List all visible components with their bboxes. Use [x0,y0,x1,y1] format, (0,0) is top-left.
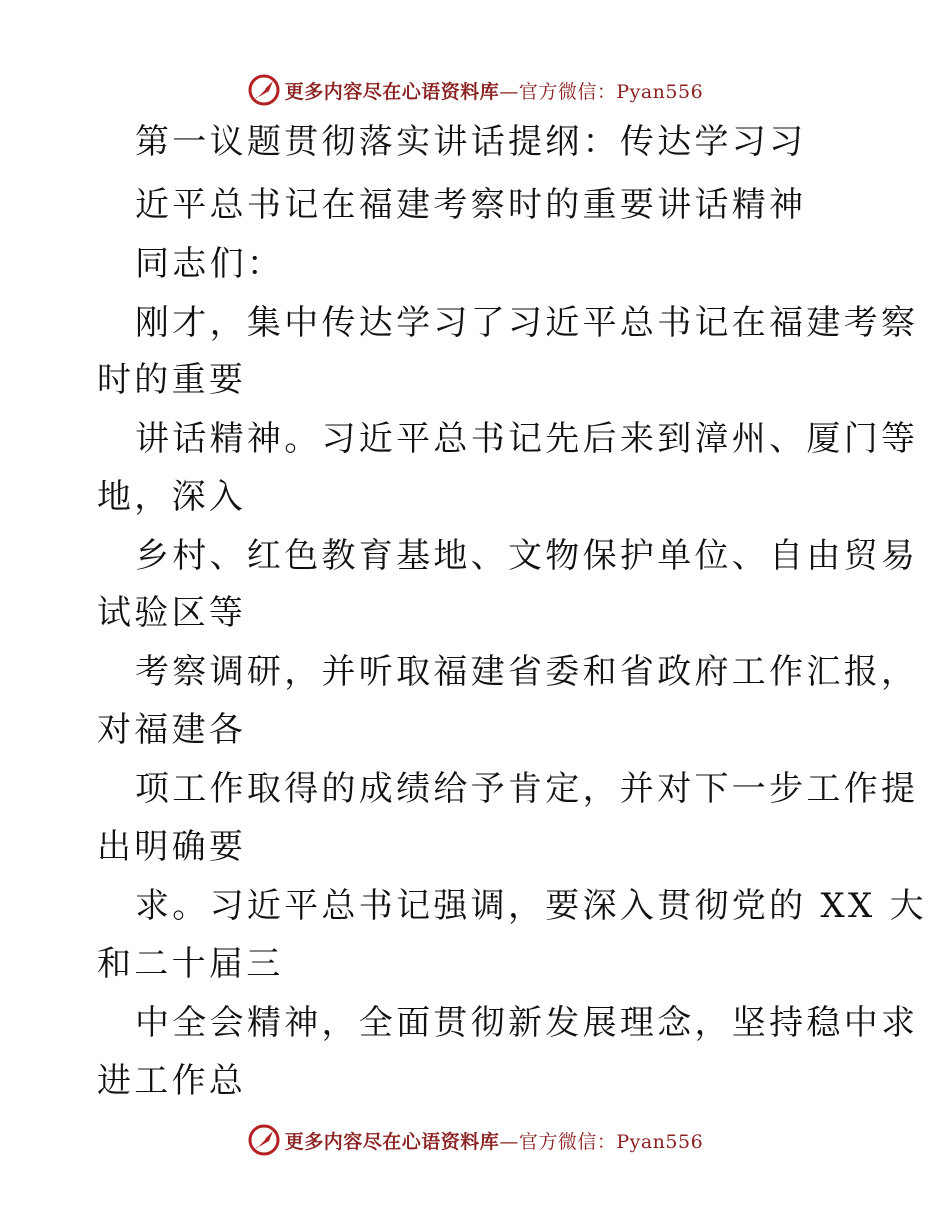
watermark-text [285,1127,703,1154]
paragraph-line: 对福建各 [97,710,247,750]
watermark-brand: 更多内容尽在心语资料库 [284,80,500,103]
watermark-dash: — [499,80,519,103]
paragraph-line: 进工作总 [97,1061,247,1101]
paragraph-line: 出明确要 [97,827,247,867]
watermark-text [285,77,703,104]
paragraph-line: 乡村、红色教育基地、文物保护单位、自由贸易 [135,536,919,576]
title-line-2: 近平总书记在福建考察时的重要讲话精神 [135,185,807,225]
footer-watermark [0,1120,950,1160]
watermark-wechat-id: Pyan556 [616,1130,704,1153]
watermark-wechat-label: 官方微信： [518,1130,617,1153]
paragraph-line: 项工作取得的成绩给予肯定，并对下一步工作提 [135,769,919,809]
paragraph-line: 考察调研，并听取福建省委和省政府工作汇报， [135,652,919,692]
paragraph-line: 中全会精神，全面贯彻新发展理念，坚持稳中求 [135,1003,919,1043]
salutation: 同志们： [135,244,285,284]
quill-logo-icon [247,73,281,107]
paragraph-line: 讲话精神。习近平总书记先后来到漳州、厦门等 [135,419,919,459]
watermark-wechat-id: Pyan556 [616,80,704,103]
paragraph-line: 和二十届三 [97,944,284,984]
title-line-1: 第一议题贯彻落实讲话提纲：传达学习习 [135,122,807,162]
quill-logo-icon [247,1123,281,1157]
paragraph-line: 地，深入 [97,477,247,517]
watermark-dash: — [499,1130,519,1153]
paragraph-line: 求。习近平总书记强调，要深入贯彻党的 XX 大 [135,886,927,926]
header-watermark [0,70,950,110]
paragraph-line: 试验区等 [97,593,247,633]
paragraph-line: 刚才，集中传达学习了习近平总书记在福建考察 [135,303,919,343]
paragraph-line: 时的重要 [97,360,247,400]
watermark-brand: 更多内容尽在心语资料库 [284,1130,500,1153]
watermark-wechat-label: 官方微信： [518,80,617,103]
